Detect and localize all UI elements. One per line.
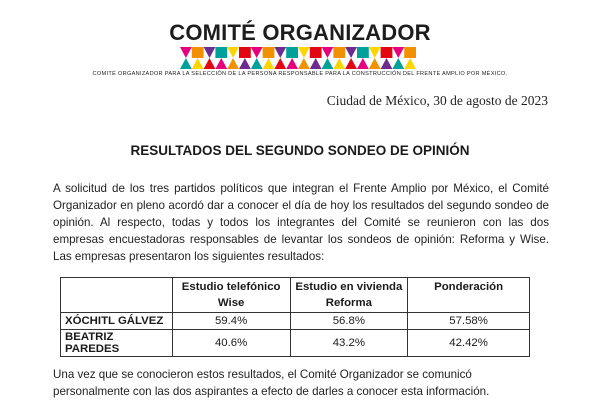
stripe-segment bbox=[310, 47, 322, 58]
org-title: COMITÉ ORGANIZADOR bbox=[169, 20, 431, 45]
stripe-segment bbox=[357, 58, 369, 69]
header-cell-empty bbox=[61, 278, 173, 313]
value-reforma: 56.8% bbox=[290, 313, 408, 330]
org-subtitle: COMITÉ ORGANIZADOR PARA LA SELECCIÓN DE LA PERSONA RESPONSABLE PARA LA CONSTRUCCIÓN DEL FRENTE AMPLIO POR MÉXICO. bbox=[92, 71, 508, 77]
stripe-segment bbox=[286, 47, 298, 58]
table-row bbox=[61, 330, 530, 357]
document-heading: RESULTADOS DEL SEGUNDO SONDEO DE OPINIÓN bbox=[130, 143, 470, 158]
value-ponderacion: 42.42% bbox=[408, 330, 530, 357]
stripe-segment bbox=[381, 47, 393, 58]
header-line: Estudio telefónico bbox=[181, 281, 281, 293]
value-reforma: 43.2% bbox=[290, 330, 408, 357]
results-table bbox=[60, 277, 530, 357]
stripe-segment bbox=[298, 47, 310, 58]
header-line: Ponderación bbox=[434, 281, 504, 293]
value-wise: 40.6% bbox=[172, 330, 290, 357]
header-line: Estudio en vivienda bbox=[295, 281, 403, 293]
stripe-segment bbox=[192, 47, 204, 58]
stripe-segment bbox=[227, 58, 239, 69]
header-cell-wise bbox=[172, 278, 290, 313]
stripe-segment bbox=[239, 47, 251, 58]
stripe-segment bbox=[369, 47, 381, 58]
stripe-segment bbox=[274, 47, 286, 58]
stripe-segment bbox=[192, 58, 204, 69]
stripe-segment bbox=[392, 58, 404, 69]
table-header-row bbox=[61, 278, 530, 313]
value-ponderacion: 57.58% bbox=[408, 313, 530, 330]
stripe-segment bbox=[322, 58, 334, 69]
candidate-name: XÓCHITL GÁLVEZ bbox=[61, 313, 173, 330]
stripe-segment bbox=[204, 58, 216, 69]
stripe-segment bbox=[180, 58, 192, 69]
stripe-segment bbox=[251, 58, 263, 69]
stripe-segment bbox=[345, 58, 357, 69]
stripe-segment bbox=[369, 58, 381, 69]
stripe-segment bbox=[263, 47, 275, 58]
stripe-segment bbox=[227, 47, 239, 58]
stripe-segment bbox=[204, 47, 216, 58]
stripe-segment bbox=[333, 58, 345, 69]
stripe-segment bbox=[274, 58, 286, 69]
stripe-segment bbox=[404, 47, 416, 58]
value-wise: 59.4% bbox=[172, 313, 290, 330]
stripe-segment bbox=[310, 58, 322, 69]
intro-paragraph: A solicitud de los tres partidos políticos que integran el Frente Amplio por México, el Comité Organizador en pleno acordó dar a conocer el día de hoy los resultados del segundo sondeo de opinión. Al respecto, todas y todos los integrantes del Comité se reunieron con las dos empresas encuestadoras responsables de levantar los sondeos de opinión: Reforma y Wise. Las empresas presentaron los siguientes resultados: bbox=[53, 182, 549, 263]
stripe-segment bbox=[404, 58, 416, 69]
logo-stripe-icon bbox=[180, 47, 416, 69]
stripe-segment bbox=[298, 58, 310, 69]
header-line: Wise bbox=[217, 297, 245, 309]
stripe-segment bbox=[215, 58, 227, 69]
stripe-segment bbox=[180, 47, 192, 58]
stripe-segment bbox=[215, 47, 227, 58]
stripe-segment bbox=[345, 47, 357, 58]
stripe-segment bbox=[381, 58, 393, 69]
stripe-segment bbox=[286, 58, 298, 69]
date-line: Ciudad de México, 30 de agosto de 2023 bbox=[326, 93, 548, 108]
stripe-segment bbox=[333, 47, 345, 58]
stripe-segment bbox=[322, 47, 334, 58]
stripe-segment bbox=[357, 47, 369, 58]
stripe-segment bbox=[263, 58, 275, 69]
header-line: Reforma bbox=[325, 297, 372, 309]
stripe-segment bbox=[251, 47, 263, 58]
closing-paragraph: Una vez que se conocieron estos resultados, el Comité Organizador se comunicó personalmente con las dos aspirantes a efecto de darles a conocer esta información. bbox=[53, 368, 490, 398]
stripe-segment bbox=[392, 47, 404, 58]
table-row bbox=[61, 313, 530, 330]
stripe-segment bbox=[239, 58, 251, 69]
header-cell-ponderacion bbox=[408, 278, 530, 313]
candidate-name: BEATRIZ PAREDES bbox=[61, 330, 173, 357]
header-cell-reforma bbox=[290, 278, 408, 313]
